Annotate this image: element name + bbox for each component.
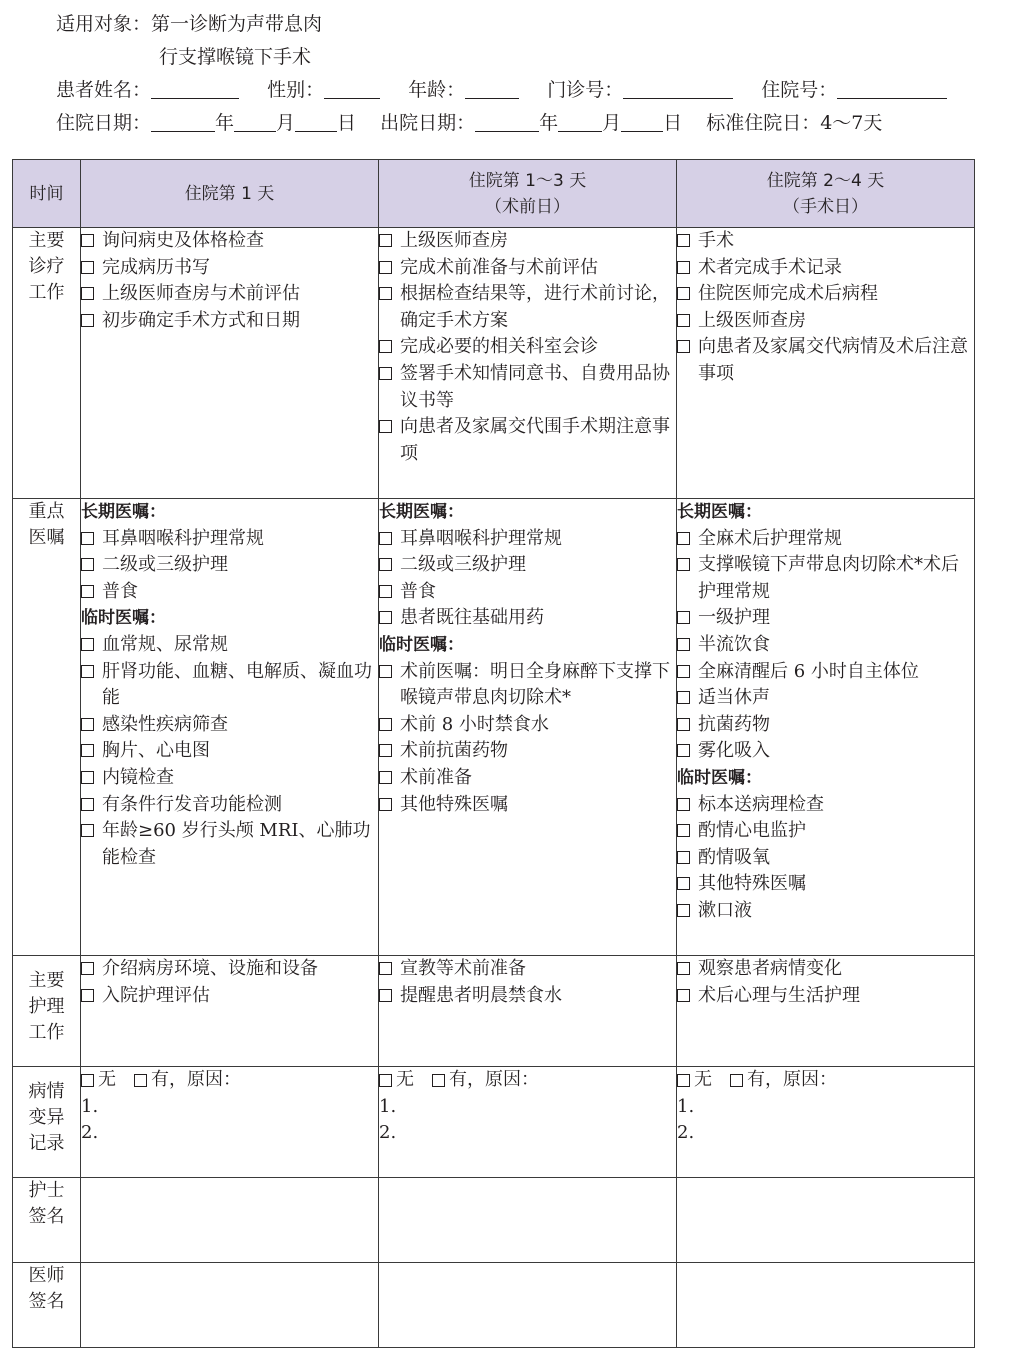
checkbox[interactable] — [677, 877, 690, 890]
checkbox[interactable] — [677, 340, 690, 353]
row-label-main-work: 主要诊疗工作 — [13, 228, 81, 499]
variation-reason-line[interactable]: 1. — [379, 1095, 397, 1117]
checklist-item-text: 术前准备 — [400, 766, 472, 788]
checklist-item[interactable] — [379, 956, 676, 983]
checklist-item[interactable] — [677, 308, 974, 335]
checkbox[interactable] — [81, 558, 94, 571]
checkbox[interactable] — [379, 718, 392, 731]
checklist-item[interactable] — [81, 712, 378, 739]
sex-label: 性别： — [267, 79, 325, 101]
checklist-item-text: 其他特殊医嘱 — [400, 793, 508, 815]
clinical-pathway-table — [12, 159, 975, 1348]
main-work-cell — [379, 228, 677, 499]
age-blank[interactable] — [465, 78, 519, 99]
discharge-day-blank[interactable] — [621, 111, 663, 132]
checkbox[interactable] — [677, 558, 690, 571]
column-header-day1 — [81, 160, 379, 228]
checklist-item-text: 血常规、尿常规 — [102, 633, 228, 655]
checklist-item-text: 支撑喉镜下声带息肉切除术*术后护理常规 — [698, 554, 959, 602]
header-row — [13, 160, 975, 228]
checklist-item[interactable] — [677, 334, 974, 387]
checklist-item[interactable] — [677, 898, 974, 925]
checkbox[interactable] — [677, 904, 690, 917]
checklist-item-text: 普食 — [102, 580, 138, 602]
checkbox[interactable] — [379, 261, 392, 274]
checklist-item[interactable] — [81, 308, 378, 335]
patient-name-blank[interactable] — [151, 78, 239, 99]
column-header-preop — [379, 160, 677, 228]
checklist-item-text: 签署手术知情同意书、自费用品协议书等 — [400, 362, 670, 411]
checklist-item-text: 有条件行发音功能检测 — [102, 793, 282, 815]
checklist-item-text: 患者既往基础用药 — [400, 607, 544, 629]
checklist-item-text: 适当休声 — [698, 687, 770, 709]
day-label: 日 — [663, 112, 683, 134]
discharge-date-label: 出院日期： — [380, 112, 476, 134]
nursing-cell — [81, 956, 379, 1067]
checklist-item-text: 一级护理 — [698, 607, 770, 629]
checklist-item[interactable] — [81, 552, 378, 579]
checklist-item[interactable] — [677, 228, 974, 255]
checklist-item-text: 宣教等术前准备 — [400, 958, 526, 979]
checkbox[interactable] — [81, 744, 94, 757]
admission-date-label: 住院日期： — [56, 112, 152, 134]
checkbox[interactable] — [677, 665, 690, 678]
checklist-item-text: 酌情心电监护 — [698, 820, 806, 842]
checklist-item[interactable] — [677, 255, 974, 282]
checklist-item-text: 上级医师查房 — [698, 309, 806, 331]
key-orders-cell — [81, 499, 379, 956]
checkbox[interactable] — [81, 532, 94, 545]
checklist-item-text: 半流饮食 — [698, 633, 770, 655]
day-label: 日 — [337, 112, 357, 134]
column-title: 住院第 1～3 天 — [468, 170, 587, 191]
checklist-item[interactable] — [677, 983, 974, 1010]
checklist-item-text: 向患者及家属交代病情及术后注意事项 — [698, 336, 968, 384]
checkbox[interactable] — [677, 261, 690, 274]
has-variation-checkbox[interactable] — [134, 1074, 147, 1087]
clinic-number-label: 门诊号： — [547, 79, 624, 101]
checklist-item[interactable] — [677, 712, 974, 739]
checkbox[interactable] — [81, 962, 94, 975]
row-label-key-orders: 重点医嘱 — [13, 499, 81, 956]
nursing-cell — [379, 956, 677, 1067]
variation-options — [81, 1067, 378, 1094]
admission-date-field[interactable] — [56, 107, 356, 140]
checklist-item-text: 完成必要的相关科室会诊 — [400, 336, 598, 358]
clinic-number-blank[interactable] — [623, 78, 733, 99]
inpatient-number-label: 住院号： — [761, 79, 838, 101]
checklist-item[interactable] — [379, 414, 676, 467]
checklist-item[interactable] — [81, 659, 378, 712]
form-header — [56, 8, 976, 140]
patient-info-line — [56, 74, 976, 107]
checkbox[interactable] — [379, 771, 392, 784]
row-label-variation: 病情变异记录 — [13, 1067, 81, 1178]
key-orders-cell — [379, 499, 677, 956]
column-subtitle: （手术日） — [783, 196, 868, 217]
nurse-signature-cell[interactable] — [379, 1178, 677, 1263]
checkbox[interactable] — [677, 532, 690, 545]
checkbox[interactable] — [379, 420, 392, 433]
long-term-orders-heading: 长期医嘱： — [81, 502, 166, 522]
age-label: 年龄： — [408, 79, 466, 101]
checklist-item-text: 提醒患者明晨禁食水 — [400, 984, 562, 1006]
main-work-row — [13, 228, 975, 499]
checkbox[interactable] — [379, 665, 392, 678]
checklist-item[interactable] — [379, 255, 676, 282]
checklist-item[interactable] — [677, 552, 974, 605]
checkbox[interactable] — [677, 851, 690, 864]
checklist-item[interactable] — [379, 228, 676, 255]
checklist-item[interactable] — [379, 605, 676, 632]
checklist-item-text: 酌情吸氧 — [698, 846, 770, 868]
checkbox[interactable] — [81, 771, 94, 784]
checklist-item-text: 术后心理与生活护理 — [698, 984, 860, 1006]
checklist-item-text: 根据检查结果等，进行术前讨论，确定手术方案 — [400, 283, 670, 331]
checklist-item[interactable] — [677, 845, 974, 872]
checklist-item[interactable] — [379, 552, 676, 579]
checkbox[interactable] — [81, 585, 94, 598]
checklist-item[interactable] — [81, 281, 378, 308]
checklist-item[interactable] — [81, 632, 378, 659]
checklist-item[interactable] — [379, 361, 676, 414]
checklist-item[interactable] — [677, 632, 974, 659]
admission-month-blank[interactable] — [234, 111, 276, 132]
no-variation-label: 无 — [396, 1069, 414, 1090]
scope-line — [56, 8, 976, 41]
nurse-signature-cell[interactable] — [81, 1178, 379, 1263]
long-term-orders-heading: 长期医嘱： — [379, 502, 464, 522]
no-variation-checkbox[interactable] — [379, 1074, 392, 1087]
no-variation-label: 无 — [694, 1069, 712, 1090]
variation-reason-line[interactable]: 2. — [379, 1122, 397, 1144]
row-label-nurse-sign: 护士签名 — [13, 1178, 81, 1263]
checkbox[interactable] — [81, 824, 94, 837]
checkbox[interactable] — [379, 962, 392, 975]
variation-reason-line[interactable]: 1. — [81, 1095, 99, 1117]
checkbox[interactable] — [677, 962, 690, 975]
nursing-row — [13, 956, 975, 1067]
checklist-item[interactable] — [379, 792, 676, 819]
checklist-item[interactable] — [677, 685, 974, 712]
checklist-item-text: 全麻清醒后 6 小时自主体位 — [698, 660, 919, 682]
checkbox[interactable] — [677, 989, 690, 1002]
variation-reason-line[interactable]: 2. — [81, 1122, 99, 1144]
checkbox[interactable] — [379, 367, 392, 380]
has-variation-label: 有，原因： — [747, 1069, 837, 1090]
variation-reason-line[interactable]: 2. — [677, 1122, 695, 1144]
variation-cell — [379, 1067, 677, 1178]
checkbox[interactable] — [81, 638, 94, 651]
variation-row — [13, 1067, 975, 1178]
checkbox[interactable] — [81, 314, 94, 327]
checkbox[interactable] — [81, 234, 94, 247]
checklist-item[interactable] — [81, 818, 378, 871]
nursing-cell — [677, 956, 975, 1067]
column-title: 住院第 2～4 天 — [766, 170, 885, 191]
checklist-item[interactable] — [677, 605, 974, 632]
checklist-item-text: 抗菌药物 — [698, 713, 770, 735]
checkbox[interactable] — [81, 798, 94, 811]
column-header-surgery — [677, 160, 975, 228]
checklist-item[interactable] — [677, 871, 974, 898]
checklist-item[interactable] — [379, 579, 676, 606]
checklist-item[interactable] — [81, 956, 378, 983]
checkbox[interactable] — [379, 744, 392, 757]
month-label: 月 — [276, 112, 296, 134]
checklist-item-text: 耳鼻咽喉科护理常规 — [400, 527, 562, 549]
temporary-orders-heading: 临时医嘱： — [379, 634, 464, 655]
checklist-item[interactable] — [379, 659, 676, 712]
checklist-item-text: 内镜检查 — [102, 766, 174, 788]
nurse-sign-row — [13, 1178, 975, 1263]
checklist-item[interactable] — [677, 818, 974, 845]
variation-cell — [81, 1067, 379, 1178]
checkbox[interactable] — [677, 691, 690, 704]
doctor-signature-cell[interactable] — [677, 1263, 975, 1348]
patient-name-field[interactable] — [56, 74, 239, 107]
checklist-item-text: 介绍病房环境、设施和设备 — [102, 958, 318, 979]
checklist-item-text: 上级医师查房与术前评估 — [102, 283, 300, 305]
scope-label: 适用对象：第一诊断为声带息肉 — [56, 13, 323, 35]
checklist-item-text: 胸片、心电图 — [102, 740, 210, 762]
checklist-item-text: 普食 — [400, 580, 436, 602]
temporary-orders-heading: 临时医嘱： — [677, 767, 762, 788]
checkbox[interactable] — [81, 989, 94, 1002]
patient-name-label: 患者姓名： — [56, 79, 152, 101]
checklist-item[interactable] — [677, 526, 974, 553]
checklist-item[interactable] — [379, 738, 676, 765]
checkbox[interactable] — [677, 234, 690, 247]
checklist-item[interactable] — [81, 792, 378, 819]
checklist-item[interactable] — [81, 228, 378, 255]
checklist-item-text: 肝肾功能、血糖、电解质、凝血功能 — [102, 660, 372, 709]
variation-cell — [677, 1067, 975, 1178]
checklist-item-text: 其他特殊医嘱 — [698, 873, 806, 895]
checkbox[interactable] — [677, 287, 690, 300]
checklist-item-text: 完成术前准备与术前评估 — [400, 256, 598, 278]
discharge-date-field[interactable] — [380, 107, 682, 140]
checklist-item[interactable] — [677, 792, 974, 819]
checkbox[interactable] — [677, 638, 690, 651]
checklist-item-text: 询问病史及体格检查 — [102, 230, 264, 251]
checklist-item[interactable] — [379, 765, 676, 792]
checklist-item[interactable] — [81, 255, 378, 282]
checklist-item-text: 标本送病理检查 — [698, 793, 824, 815]
checklist-item[interactable] — [81, 738, 378, 765]
checklist-item-text: 住院医师完成术后病程 — [698, 283, 878, 305]
time-header: 时间 — [13, 160, 81, 228]
checklist-item-text: 二级或三级护理 — [102, 554, 228, 576]
checklist-item-text: 二级或三级护理 — [400, 554, 526, 576]
scope-label-2: 行支撑喉镜下手术 — [159, 46, 312, 68]
checklist-item-text: 术前 8 小时禁食水 — [400, 713, 549, 735]
sex-field[interactable] — [267, 74, 380, 107]
checklist-item[interactable] — [379, 281, 676, 334]
checklist-item-text: 雾化吸入 — [698, 740, 770, 762]
has-variation-label: 有，原因： — [449, 1069, 539, 1090]
checklist-item[interactable] — [379, 983, 676, 1010]
key-orders-cell — [677, 499, 975, 956]
year-label: 年 — [215, 112, 235, 134]
year-label: 年 — [539, 112, 559, 134]
has-variation-checkbox[interactable] — [432, 1074, 445, 1087]
long-term-orders-heading: 长期医嘱： — [677, 502, 762, 522]
checkbox[interactable] — [81, 287, 94, 300]
checklist-item-text: 向患者及家属交代围手术期注意事项 — [400, 416, 670, 464]
checklist-item[interactable] — [677, 281, 974, 308]
checklist-item-text: 入院护理评估 — [102, 984, 210, 1006]
checklist-item[interactable] — [677, 738, 974, 765]
checklist-item[interactable] — [677, 659, 974, 686]
checkbox[interactable] — [677, 718, 690, 731]
checkbox[interactable] — [81, 665, 94, 678]
checklist-item-text: 观察患者病情变化 — [698, 958, 842, 979]
checklist-item-text: 全麻术后护理常规 — [698, 527, 842, 549]
variation-reason-line[interactable]: 1. — [677, 1095, 695, 1117]
checklist-item-text: 年龄≥60 岁行头颅 MRI、心肺功能检查 — [102, 820, 371, 868]
checklist-item[interactable] — [379, 334, 676, 361]
checklist-item[interactable] — [81, 579, 378, 606]
checklist-item-text: 术前医嘱：明日全身麻醉下支撑下喉镜声带息肉切除术* — [400, 660, 670, 709]
checkbox[interactable] — [81, 718, 94, 731]
checkbox[interactable] — [379, 558, 392, 571]
scope-line-2 — [56, 41, 976, 74]
inpatient-number-blank[interactable] — [837, 78, 947, 99]
checkbox[interactable] — [379, 532, 392, 545]
clinic-number-field[interactable] — [547, 74, 733, 107]
checkbox[interactable] — [379, 611, 392, 624]
has-variation-checkbox[interactable] — [730, 1074, 743, 1087]
no-variation-label: 无 — [98, 1069, 116, 1090]
doctor-signature-cell[interactable] — [81, 1263, 379, 1348]
inpatient-number-field[interactable] — [761, 74, 947, 107]
checkbox[interactable] — [379, 585, 392, 598]
column-title: 住院第 1 天 — [184, 183, 275, 204]
key-orders-row — [13, 499, 975, 956]
checkbox[interactable] — [677, 744, 690, 757]
no-variation-checkbox[interactable] — [81, 1074, 94, 1087]
checklist-item-text: 初步确定手术方式和日期 — [102, 309, 300, 331]
checklist-item[interactable] — [379, 526, 676, 553]
age-field[interactable] — [408, 74, 519, 107]
temporary-orders-heading: 临时医嘱： — [81, 608, 166, 629]
checkbox[interactable] — [677, 798, 690, 811]
checkbox[interactable] — [379, 989, 392, 1002]
doctor-sign-row — [13, 1263, 975, 1348]
checklist-item-text: 完成病历书写 — [102, 256, 210, 278]
main-work-cell — [677, 228, 975, 499]
discharge-month-blank[interactable] — [558, 111, 602, 132]
checkbox[interactable] — [677, 824, 690, 837]
no-variation-checkbox[interactable] — [677, 1074, 690, 1087]
variation-options — [379, 1067, 676, 1094]
doctor-signature-cell[interactable] — [379, 1263, 677, 1348]
row-label-doctor-sign: 医师签名 — [13, 1263, 81, 1348]
checkbox[interactable] — [81, 261, 94, 274]
checkbox[interactable] — [379, 287, 392, 300]
main-work-cell — [81, 228, 379, 499]
checkbox[interactable] — [379, 340, 392, 353]
date-line — [56, 107, 976, 140]
checklist-item-text: 手术 — [698, 230, 734, 251]
checklist-item-text: 耳鼻咽喉科护理常规 — [102, 527, 264, 549]
column-subtitle: （术前日） — [485, 196, 570, 217]
checklist-item[interactable] — [81, 983, 378, 1010]
sex-blank[interactable] — [324, 78, 380, 99]
variation-options — [677, 1067, 974, 1094]
checkbox[interactable] — [677, 611, 690, 624]
checklist-item[interactable] — [379, 712, 676, 739]
checklist-item-text: 上级医师查房 — [400, 230, 508, 251]
checklist-item[interactable] — [677, 956, 974, 983]
row-label-nursing: 主要护理工作 — [13, 956, 81, 1067]
checklist-item-text: 术者完成手术记录 — [698, 256, 842, 278]
standard-stay: 标准住院日：4～7天 — [706, 112, 883, 134]
checklist-item-text: 漱口液 — [698, 899, 752, 921]
has-variation-label: 有，原因： — [151, 1069, 241, 1090]
checklist-item-text: 术前抗菌药物 — [400, 740, 508, 762]
checkbox[interactable] — [379, 234, 392, 247]
admission-day-blank[interactable] — [295, 111, 337, 132]
discharge-year-blank[interactable] — [475, 111, 539, 132]
checklist-item[interactable] — [81, 765, 378, 792]
checkbox[interactable] — [677, 314, 690, 327]
month-label: 月 — [602, 112, 622, 134]
admission-year-blank[interactable] — [151, 111, 215, 132]
checklist-item[interactable] — [81, 526, 378, 553]
nurse-signature-cell[interactable] — [677, 1178, 975, 1263]
checkbox[interactable] — [379, 798, 392, 811]
checklist-item-text: 感染性疾病筛查 — [102, 713, 228, 735]
